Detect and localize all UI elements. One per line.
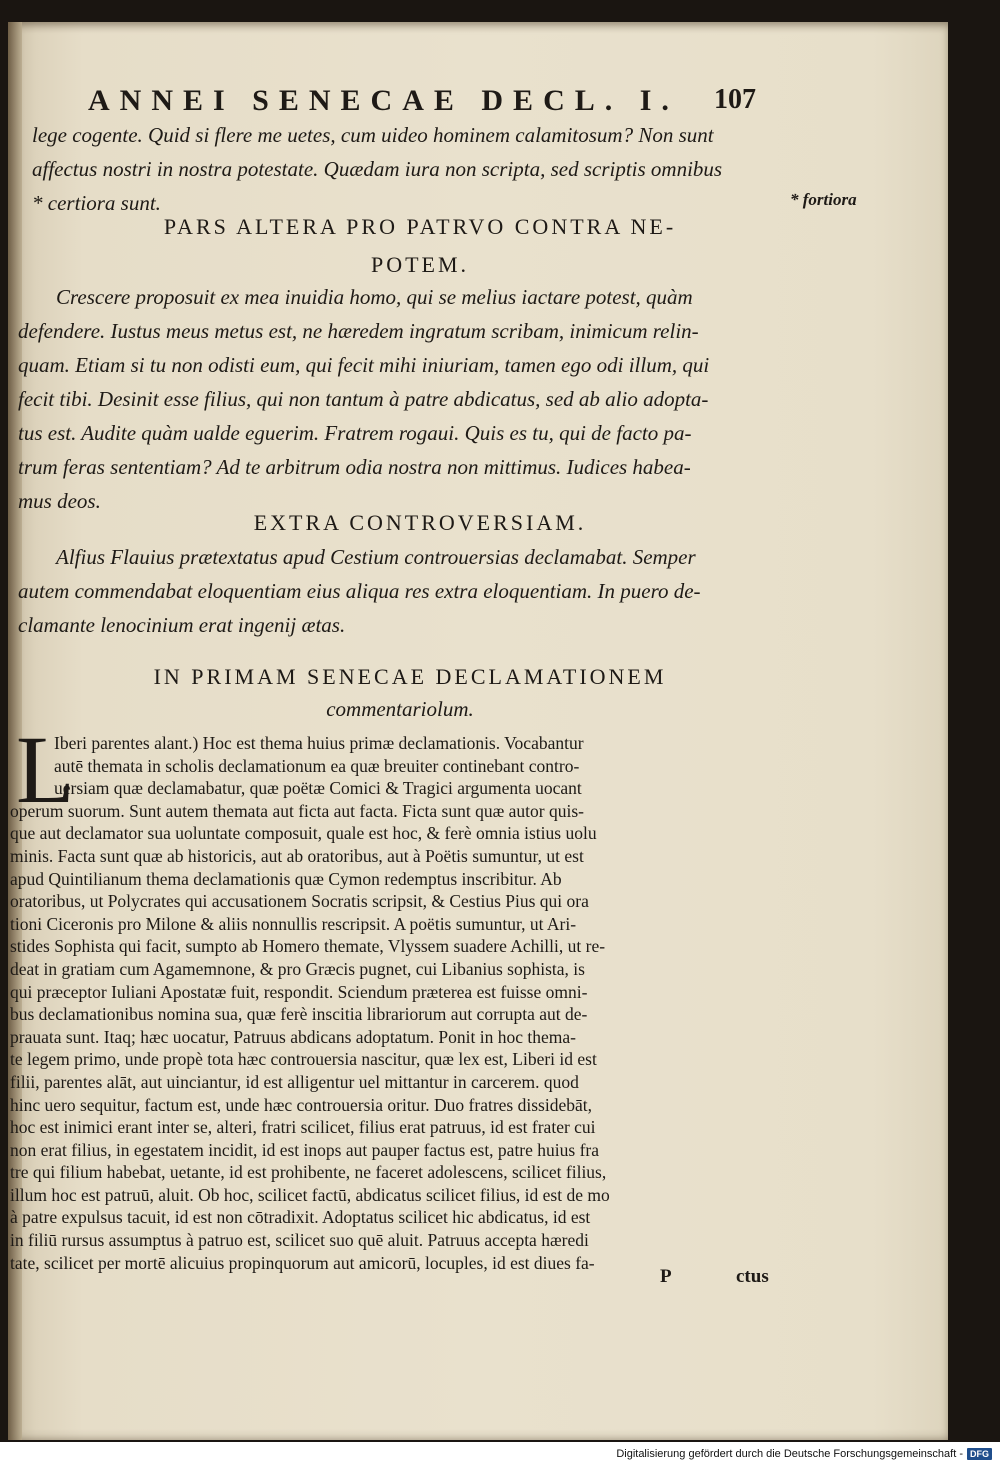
signature-mark: P (660, 1266, 672, 1287)
text-line: uersiam quæ declamabatur, quæ poëtæ Comici & Tragici argumenta uocant (54, 778, 582, 799)
text-line: deat in gratiam cum Agamemnone, & pro Græcis pugnet, cui Libanius sophista, is (10, 958, 585, 979)
text-line: Crescere proposuit ex mea inuidia homo, qui se melius iactare potest, quàm (56, 285, 693, 309)
text-line: * certiora sunt. (32, 191, 161, 215)
text-line: prauata sunt. Itaq; hæc uocatur, Patruus abdicans adoptatum. Ponit in hoc thema- (10, 1026, 576, 1047)
text-line: stides Sophista qui facit, sumpto ab Homero themate, Vlyssem suadere Achilli, ut re- (10, 936, 606, 957)
margin-note: * fortiora (790, 190, 857, 209)
text-line: illum hoc est patruū, aluit. Ob hoc, scilicet factū, abdicatus scilicet filius, id est de mo (10, 1184, 610, 1205)
section-heading: PARS ALTERA PRO PATRVO CONTRA NE- (163, 214, 677, 239)
text-line: fecit tibi. Desinit esse filius, qui non tantum à patre abdicatus, sed ab alio adopta- (18, 387, 709, 411)
text-line: autem commendabat eloquentiam eius aliqua res extra eloquentiam. In puero de- (18, 579, 701, 603)
text-line: Iberi parentes alant.) Hoc est thema huius primæ declamationis. Vocabantur (54, 733, 584, 753)
text-line: hinc uero sequitur, factum est, unde hæc controuersia oritur. Duo fratres dissidebāt, (10, 1094, 592, 1115)
running-title: ANNEI SENECAE DECL. I. (88, 84, 679, 117)
section-heading: IN PRIMAM SENECAE DECLAMATIONEM (153, 664, 667, 689)
text-line: operum suorum. Sunt autem themata aut ficta aut facta. Ficta sunt quæ autor quis- (10, 800, 584, 821)
text-line: apud Quintilianum thema declamationis quæ Cymon redemptus inscribitur. Ab (10, 868, 562, 889)
text-line: tate, scilicet per mortē alicuius propinquorum aut amicorū, locuples, id est diues fa- (10, 1252, 595, 1273)
text-line: trum feras sententiam? Ad te arbitrum odia nostra non mittimus. Iudices habea- (18, 455, 691, 479)
text-line: bus declamationibus nomina sua, quæ ferè inscitia librariorum aut corrupta aut de- (10, 1004, 588, 1025)
text-line: te legem primo, unde propè tota hæc controuersia nascitur, quæ lex est, Liberi id est (10, 1049, 597, 1070)
text-line: filii, parentes alāt, aut uinciantur, id est alligentur uel mittantur in carcerem. quod (10, 1071, 579, 1092)
text-line: clamante lenocinium erat ingenij ætas. (18, 613, 346, 637)
text-line: defendere. Iustus meus metus est, ne hæredem ingratum scribam, inimicum relin- (18, 319, 699, 343)
section-heading-continued: POTEM. (370, 252, 470, 277)
digitization-footer (616, 1446, 992, 1462)
section-text (18, 280, 709, 518)
opening-lines (32, 118, 722, 220)
text-line: mus deos. (18, 489, 101, 513)
text-line: quam. Etiam si tu non odisti eum, qui fecit mihi iniuriam, tamen ego odi illum, qui (18, 353, 710, 377)
text-line: non erat filius, in egestatem incidit, id est inops aut pauper factus est, patre huius fra (10, 1139, 600, 1160)
footer-text: Digitalisierung gefördert durch die Deutsche Forschungsgemeinschaft - (616, 1448, 963, 1460)
page-number: 107 (714, 84, 756, 115)
section-heading: EXTRA CONTROVERSIAM. (253, 510, 587, 535)
text-line: autē themata in scholis declamationum ea quæ breuiter continebant contro- (54, 755, 580, 776)
text-line: à patre expulsus tacuit, id est non cōtradixit. Adoptatus scilicet hic abdicatus, id est (10, 1207, 591, 1228)
text-line: hoc est inimici erant inter se, alteri, fratri scilicet, filius erat patruus, id est frater cui (10, 1117, 596, 1138)
section-text (18, 540, 701, 642)
catchword: ctus (736, 1266, 769, 1287)
text-line: tus est. Audite quàm ualde eguerim. Fratrem rogaui. Quis es tu, qui de facto pa- (18, 421, 692, 445)
commentary-text (10, 732, 780, 1274)
section-subheading: commentariolum. (326, 697, 474, 721)
dfg-logo[interactable]: DFG (967, 1448, 992, 1460)
text-line: tre qui filium habebat, uetante, id est prohibente, ne faceret adolescens, scilicet filius, (10, 1162, 607, 1183)
text-line: lege cogente. Quid si flere me uetes, cum uideo hominem calamitosum? Non sunt (32, 123, 714, 147)
text-line: oratoribus, ut Polycrates qui accusationem Socratis scripsit, & Cestius Pius qui ora (10, 891, 589, 912)
text-line: qui præceptor Iuliani Apostatæ fuit, respondit. Sciendum præterea est fuisse omni- (10, 981, 588, 1002)
text-line: affectus nostri in nostra potestate. Quædam iura non scripta, sed scriptis omnibus (32, 157, 723, 181)
drop-cap: L (16, 716, 75, 823)
text-line: tioni Ciceronis pro Milone & aliis nonnullis rescripsit. A poëtis sumuntur, ut Ari- (10, 913, 577, 934)
text-line: que aut declamator sua uoluntate composuit, quale est hoc, & ferè omnia istius uolu (10, 823, 597, 844)
text-line: in filiū rursus assumptus à patruo est, scilicet suo quē aluit. Patruus accepta hæredi (10, 1230, 589, 1251)
text-line: Alfius Flauius prætextatus apud Cestium controuersias declamabat. Semper (56, 545, 696, 569)
text-line: minis. Facta sunt quæ ab historicis, aut ab oratoribus, aut à Poëtis sumuntur, ut est (10, 845, 584, 866)
